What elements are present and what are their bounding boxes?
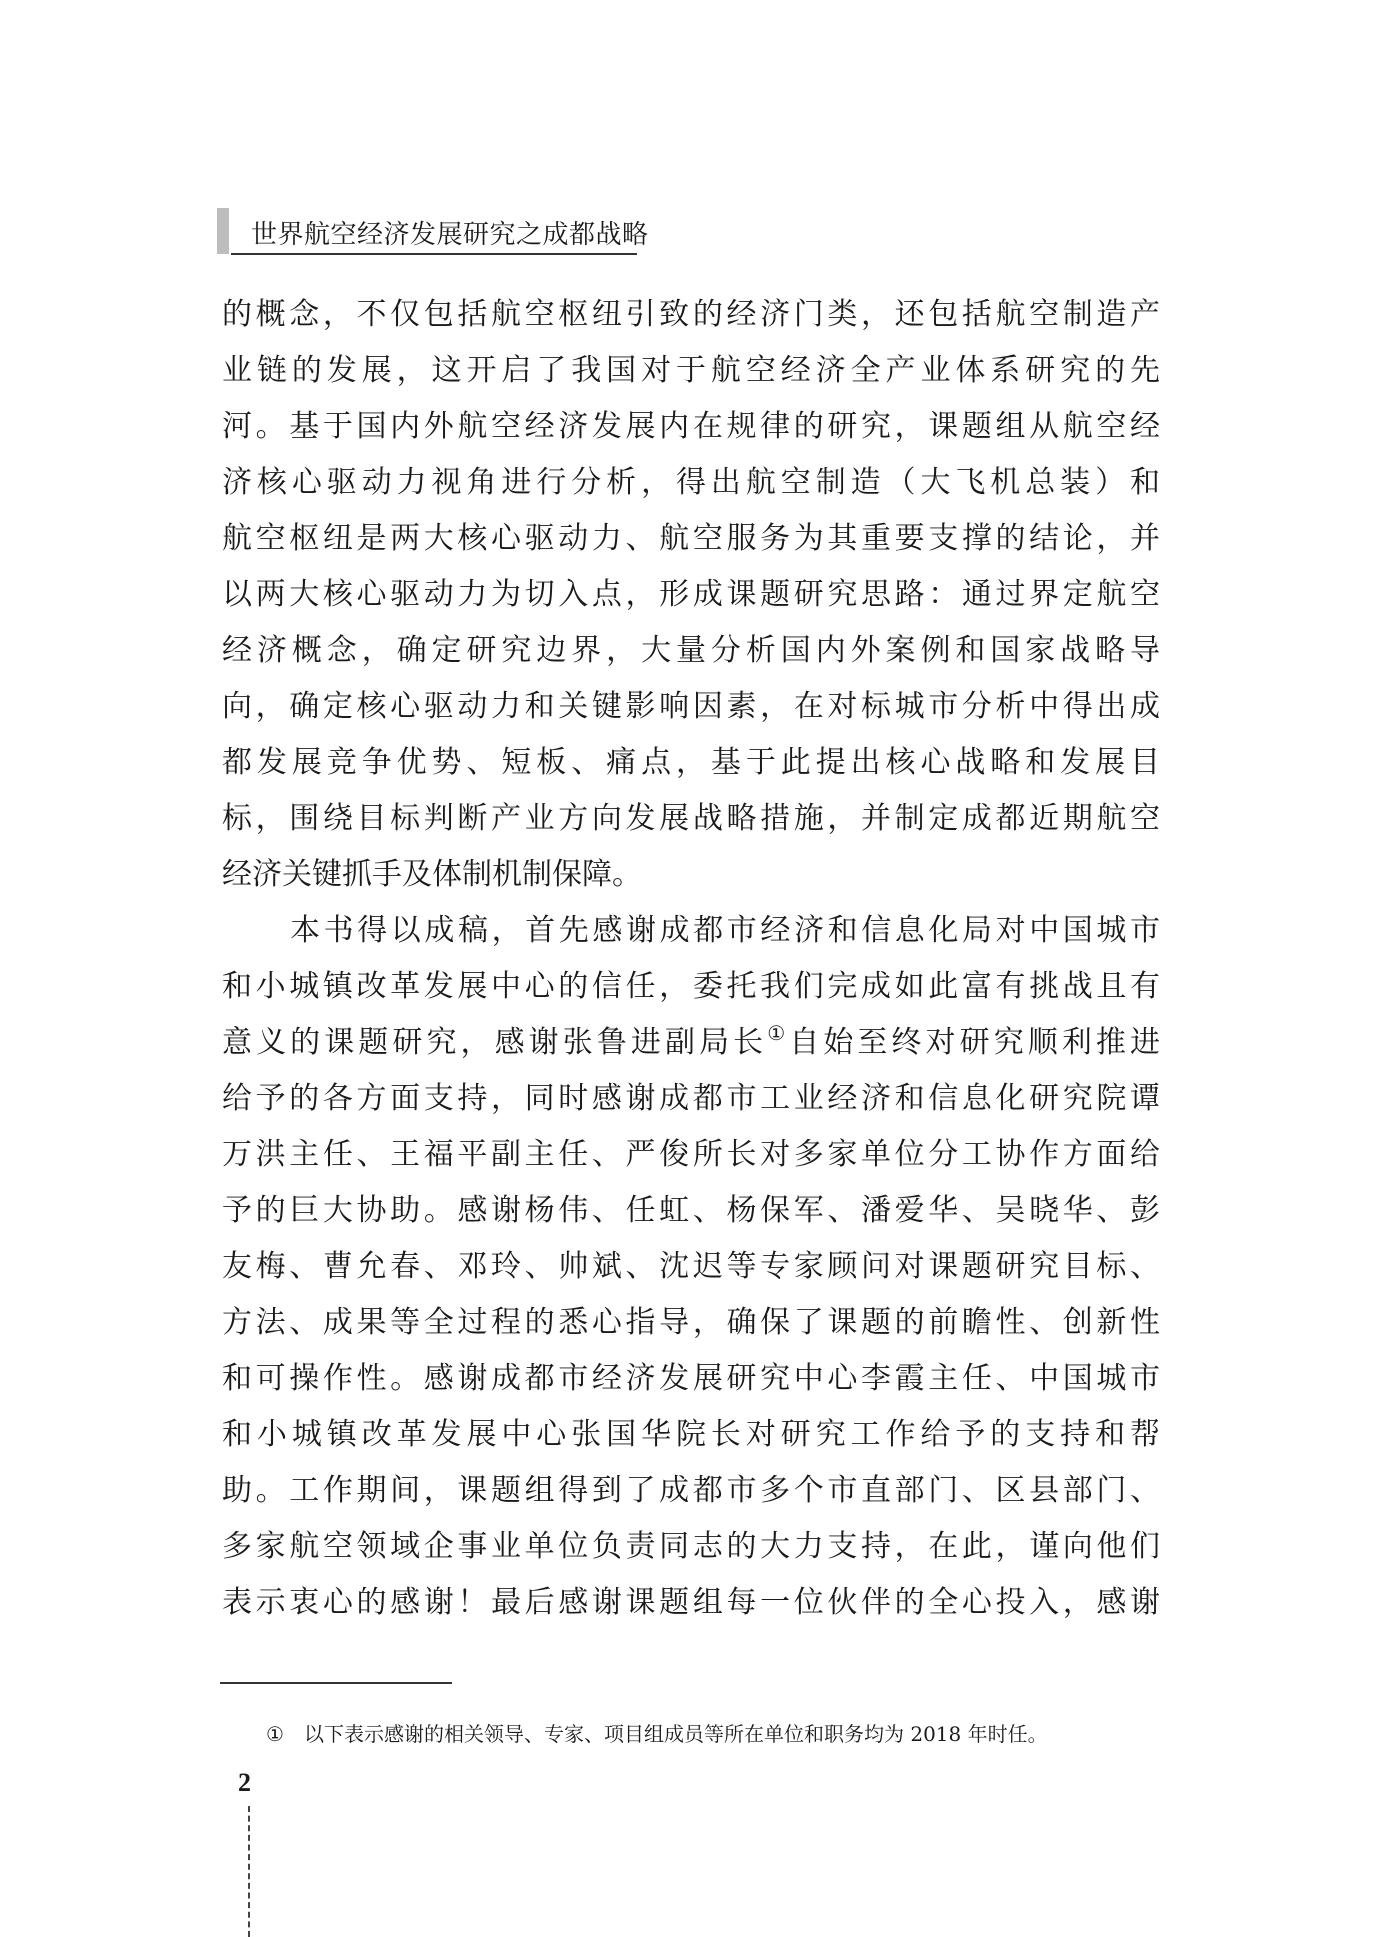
text-line: 标，围绕目标判断产业方向发展战略措施，并制定成都近期航空 bbox=[222, 801, 1160, 836]
body-text bbox=[222, 287, 1160, 1631]
header-title: 世界航空经济发展研究之成都战略 bbox=[251, 220, 649, 250]
text-line: 助。工作期间，课题组得到了成都市多个市直部门、区县部门、 bbox=[222, 1473, 1160, 1508]
text-line: 河。基于国内外航空经济发展内在规律的研究，课题组从航空经 bbox=[222, 409, 1160, 444]
text-line: 业链的发展，这开启了我国对于航空经济全产业体系研究的先 bbox=[222, 353, 1160, 388]
header-accent-bar bbox=[217, 208, 229, 254]
page-number: 2 bbox=[238, 1768, 251, 1797]
text-segment: 意义的课题研究，感谢张鲁进副局长 bbox=[222, 1025, 768, 1060]
text-line: 和小城镇改革发展中心张国华院长对研究工作给予的支持和帮 bbox=[222, 1417, 1160, 1452]
text-line: 友梅、曹允春、邓玲、帅斌、沈迟等专家顾问对课题研究目标、 bbox=[222, 1249, 1160, 1284]
header-rule bbox=[231, 253, 637, 255]
text-segment: 自始至终对研究顺利推进 bbox=[789, 1025, 1161, 1060]
footnote-text: 以下表示感谢的相关领导、专家、项目组成员等所在单位和职务均为 2018 年时任。 bbox=[304, 1722, 1048, 1746]
paragraph-1 bbox=[222, 287, 1160, 903]
footnote bbox=[266, 1718, 1048, 1747]
text-line: 予的巨大协助。感谢杨伟、任虹、杨保军、潘爱华、吴晓华、彭 bbox=[222, 1193, 1160, 1228]
footnote-separator bbox=[220, 1682, 452, 1684]
footnote-reference[interactable]: ① bbox=[767, 1021, 790, 1045]
text-line: 以两大核心驱动力为切入点，形成课题研究思路：通过界定航空 bbox=[222, 577, 1160, 612]
text-line: 经济概念，确定研究边界，大量分析国内外案例和国家战略导 bbox=[222, 633, 1160, 668]
text-line: 方法、成果等全过程的悉心指导，确保了课题的前瞻性、创新性 bbox=[222, 1305, 1160, 1340]
text-line-with-footnote bbox=[222, 1015, 1160, 1071]
text-line: 多家航空领域企事业单位负责同志的大力支持，在此，谨向他们 bbox=[222, 1529, 1160, 1564]
text-line: 表示衷心的感谢！最后感谢课题组每一位伙伴的全心投入，感谢 bbox=[222, 1585, 1160, 1620]
text-line: 万洪主任、王福平副主任、严俊所长对多家单位分工协作方面给 bbox=[222, 1137, 1160, 1172]
text-line: 经济关键抓手及体制机制保障。 bbox=[222, 857, 642, 892]
paragraph-2 bbox=[222, 903, 1160, 1631]
text-line: 济核心驱动力视角进行分析，得出航空制造（大飞机总装）和 bbox=[222, 465, 1160, 500]
footnote-mark: ① bbox=[266, 1722, 284, 1746]
running-header bbox=[217, 208, 649, 256]
text-line: 给予的各方面支持，同时感谢成都市工业经济和信息化研究院谭 bbox=[222, 1081, 1160, 1116]
text-line: 和可操作性。感谢成都市经济发展研究中心李霞主任、中国城市 bbox=[222, 1361, 1160, 1396]
page-edge-dashed-line bbox=[248, 1806, 250, 1937]
text-line: 和小城镇改革发展中心的信任，委托我们完成如此富有挑战且有 bbox=[222, 969, 1160, 1004]
text-line: 的概念，不仅包括航空枢纽引致的经济门类，还包括航空制造产 bbox=[222, 297, 1160, 332]
text-line: 本书得以成稿，首先感谢成都市经济和信息化局对中国城市 bbox=[290, 913, 1160, 948]
text-line: 航空枢纽是两大核心驱动力、航空服务为其重要支撑的结论，并 bbox=[222, 521, 1160, 556]
text-line: 都发展竞争优势、短板、痛点，基于此提出核心战略和发展目 bbox=[222, 745, 1160, 780]
text-line: 向，确定核心驱动力和关键影响因素，在对标城市分析中得出成 bbox=[222, 689, 1160, 724]
